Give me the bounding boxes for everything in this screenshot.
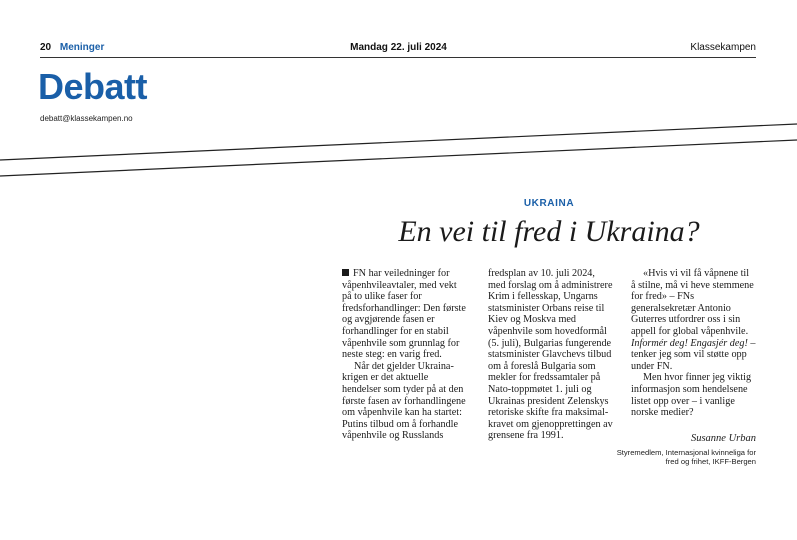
issue-date: Mandag 22. juli 2024 [350, 42, 447, 53]
author-affiliation: Styremedlem, Internasjonal kvinneliga for fred og frihet, IKFF-Bergen [616, 448, 756, 467]
publication-name: Klassekampen [690, 42, 756, 53]
article-kicker: UKRAINA [523, 198, 575, 209]
col3-emphasis: Informér deg! Engasjér deg! [631, 337, 748, 349]
article-column-3 [631, 268, 756, 419]
col1-paragraph-2: Når det gjelder Ukraina-krigen er det aktuelle hendelser som tyder på at den første fasen av forhandlingene om våpenhvile kan ha startet: Putins tilbud om å forhandle våpenhvile og Russlands [342, 360, 466, 442]
col3-paragraph-1-tail: – tenker jeg som vil støtte opp under FN. [631, 337, 756, 372]
article-headline: En vei til fred i Ukraina? [398, 215, 700, 248]
col1-paragraph-1: FN har veiledninger for våpenhvileavtaler, med vekt på to ulike faser for fredsforhandlinger: Den første og avgjørende fasen er forhandlinger for en stabil våpenhvile som grunnlag for neste steg: en varig fred. [342, 268, 466, 361]
divider-line-lower [0, 140, 797, 176]
divider-line-upper [0, 124, 797, 160]
paragraph [342, 268, 467, 361]
contact-email: debatt@klassekampen.no [40, 114, 133, 123]
section-label: Meninger [59, 42, 105, 53]
lead-square-icon [342, 269, 349, 276]
article-column-1 [342, 268, 467, 442]
paragraph [631, 268, 756, 372]
article-column-2 [488, 268, 613, 442]
section-title: Debatt [38, 66, 148, 107]
col2-paragraph-1: fredsplan av 10. juli 2024, med forslag om å administrere Krim i fellesskap, Ungarns statsminister Orbans reise til Kiev og Moskva med våpenhvile som hovedformål (5. juli), Bulgarias fungerende statsminister Glavchevs tilbud om å foreslå Bulgaria som mekler for fredssamtaler på Nato-toppmøtet 1. juli og Ukrainas president Zelenskys retoriske skifte fra maksimal-kravet om gjenopprettingen av grensene fra 1991. [488, 268, 613, 442]
col3-paragraph-2: Men hvor finner jeg viktig informasjon som hendelsene listet opp over – i vanlige norske medier? [631, 372, 752, 419]
col3-paragraph-1: «Hvis vi vil få våpnene til å stilne, må vi heve stemmene for fred» – FNs generalsekretær Antonio Guterres utfordrer oss i sin appell for global våpenhvile. [631, 268, 754, 337]
page-number: 20 [40, 42, 52, 53]
author-name: Susanne Urban [690, 433, 756, 444]
